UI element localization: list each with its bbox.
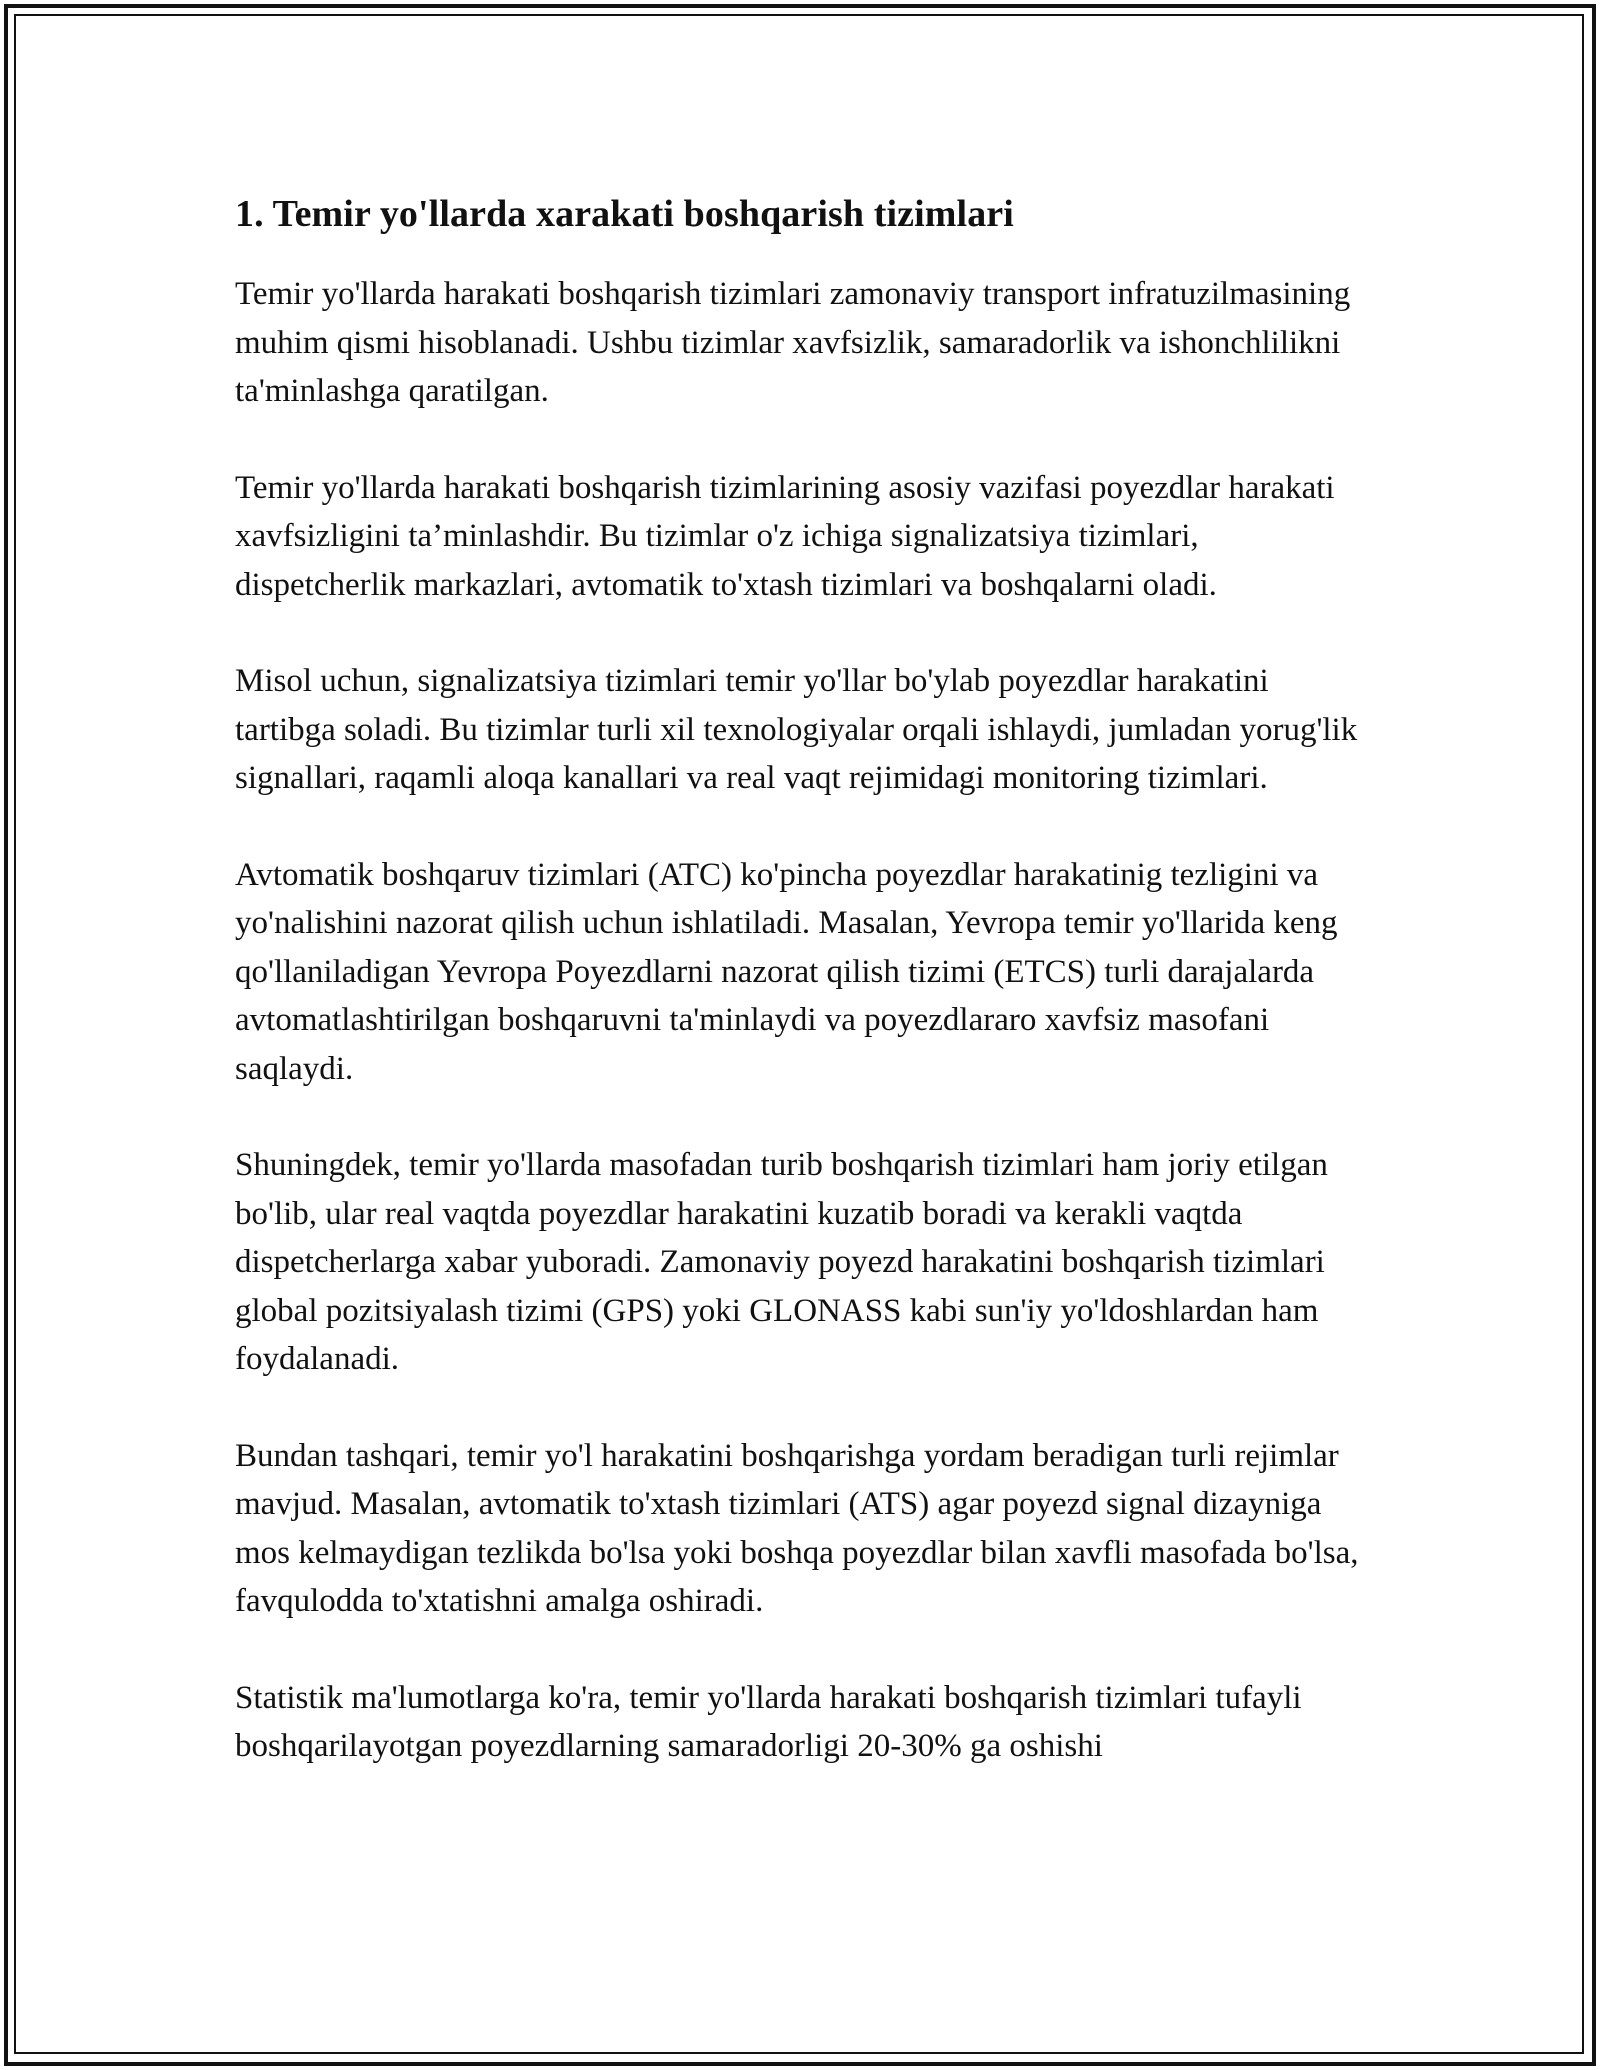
paragraph-ats: Bundan tashqari, temir yo'l harakatini boshqarishga yordam beradigan turli rejimlar mavjud. Masalan, avtomatik to'xtash tizimlari (ATS) agar poyezd signal dizayniga mos kelmaydigan tezlikda bo'lsa yoki boshqa poyezdlar bilan xavfli masofada bo'lsa, favqulodda to'xtatishni amalga oshiradi.: [235, 1437, 1359, 1619]
paragraph-intro: Temir yo'llarda harakati boshqarish tizimlari zamonaviy transport infratuzilmasining muhim qismi hisoblanadi. Ushbu tizimlar xavfsizlik, samaradorlik va ishonchlilikni ta'minlashga qaratilgan.: [235, 276, 1351, 409]
paragraph-main-purpose: Temir yo'llarda harakati boshqarish tizimlarining asosiy vazifasi poyezdlar harakati xavfsizligini ta’minlashdir. Bu tizimlar o'z ichiga signalizatsiya tizimlari, dispetcherlik markazlari, avtomatik to'xtash tizimlari va boshqalarni oladi.: [235, 469, 1335, 603]
document-body: [235, 188, 1375, 1819]
paragraph-statistics: Statistik ma'lumotlarga ko'ra, temir yo'llarda harakati boshqarish tizimlari tufayli boshqarilayotgan poyezdlarning samaradorligi 20-30% ga oshishi: [235, 1679, 1302, 1764]
paragraph-signaling: Misol uchun, signalizatsiya tizimlari temir yo'llar bo'ylab poyezdlar harakatini tartibga soladi. Bu tizimlar turli xil texnologiyalar orqali ishlaydi, jumladan yorug'lik signallari, raqamli aloqa kanallari va real vaqt rejimidagi monitoring tizimlari.: [235, 663, 1358, 796]
paragraph-remote-control: Shuningdek, temir yo'llarda masofadan turib boshqarish tizimlari ham joriy etilgan bo'lib, ular real vaqtda poyezdlar harakatini kuzatib boradi va kerakli vaqtda dispetcherlarga xabar yuboradi. Zamonaviy poyezd harakatini boshqarish tizimlari global pozitsiyalash tizimi (GPS) yoki GLONASS kabi sun'iy yo'ldoshlardan ham foydalanadi.: [235, 1147, 1328, 1377]
section-heading: 1. Temir yo'llarda xarakati boshqarish tizimlari: [235, 193, 1014, 235]
paragraph-atc: Avtomatik boshqaruv tizimlari (ATC) ko'pincha poyezdlar harakatinig tezligini va yo'nalishini nazorat qilish uchun ishlatiladi. Masalan, Yevropa temir yo'llarida keng qo'llaniladigan Yevropa Poyezdlarni nazorat qilish tizimi (ETCS) turli darajalarda avtomatlashtirilgan boshqaruvni ta'minlaydi va poyezdlararo xavfsiz masofani saqlaydi.: [235, 856, 1338, 1087]
